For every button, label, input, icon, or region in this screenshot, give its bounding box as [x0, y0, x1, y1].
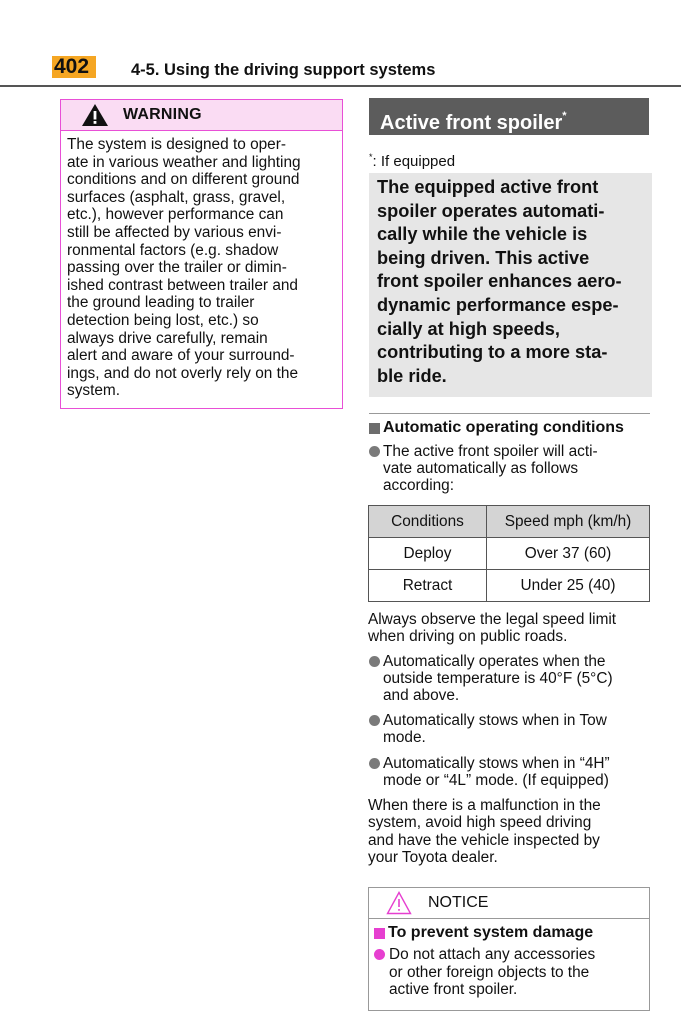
bullet-line: according: [383, 477, 455, 495]
warning-line: surfaces (asphalt, grass, gravel, [67, 188, 286, 206]
bullet-dot-icon [369, 446, 380, 457]
table-header-cell: Speed mph (km/h) [487, 506, 650, 538]
bullet-dot-icon [369, 656, 380, 667]
warning-line: alert and aware of your surround- [67, 347, 295, 365]
paragraph-line: When there is a malfunction in the [368, 797, 601, 814]
paragraph-line: and have the vehicle inspected by [368, 831, 600, 849]
bullet-line: Automatically operates when the [383, 653, 606, 670]
table-cell: Deploy [369, 538, 487, 570]
operating-conditions-heading [369, 419, 624, 437]
bullet-line: outside temperature is 40°F (5°C) [383, 670, 613, 688]
table-row [369, 538, 650, 570]
table-cell: Retract [369, 570, 487, 602]
footnote-text: : If equipped [372, 153, 456, 170]
warning-line: passing over the trailer or dimin- [67, 259, 287, 277]
table-row [369, 570, 650, 602]
notice-subheading-text: To prevent system damage [388, 924, 594, 941]
section-title: 4-5. Using the driving support systems [131, 61, 436, 79]
warning-header [61, 100, 342, 131]
bullet-line: and above. [383, 687, 460, 705]
spoiler-heading [369, 98, 649, 135]
notice-bullet [369, 943, 649, 999]
warning-line: conditions and on different ground [67, 171, 300, 189]
page-number: 402 [52, 56, 96, 78]
warning-title: WARNING [123, 106, 202, 123]
bullet-line: The active front spoiler will acti- [383, 443, 598, 460]
intro-line: spoiler operates automati- [377, 200, 605, 221]
intro-line: cally while the vehicle is [377, 224, 588, 245]
paragraph-line: system, avoid high speed driving [368, 814, 592, 832]
warning-line: detection being lost, etc.) so [67, 311, 259, 329]
speed-limit-note [368, 611, 616, 646]
intro-line: contributing to a more sta- [377, 342, 608, 363]
warning-line: ings, and do not overly rely on the [67, 364, 299, 382]
spoiler-heading-mark: * [562, 110, 567, 122]
intro-line: dynamic performance espe- [377, 294, 619, 315]
bullet-line: Automatically stows when in Tow [383, 712, 607, 729]
malfunction-note [368, 797, 601, 867]
intro-line: ble ride. [377, 365, 447, 386]
paragraph-line: your Toyota dealer. [368, 849, 498, 867]
notice-subheading [369, 919, 649, 943]
bullet-line: Automatically stows when in “4H” [383, 755, 610, 772]
warning-line: ronmental factors (e.g. shadow [67, 241, 279, 259]
warning-line: always drive carefully, remain [67, 329, 268, 347]
table-header-row [369, 506, 650, 538]
warning-line: system. [67, 382, 121, 400]
bullet-dot-icon [369, 715, 380, 726]
intro-line: The equipped active front [377, 177, 599, 197]
bullet-dot-icon [374, 949, 385, 960]
bullet-line: mode. [383, 729, 426, 747]
intro-line: being driven. This active [377, 247, 590, 268]
warning-text [61, 131, 342, 400]
bullet-line: mode or “4L” mode. (If equipped) [383, 772, 609, 790]
notice-box [368, 887, 650, 1011]
warning-line: ished contrast between trailer and [67, 276, 298, 294]
table-cell: Over 37 (60) [487, 538, 650, 570]
paragraph-line: Always observe the legal speed limit [368, 611, 617, 628]
bullet-dot-icon [369, 758, 380, 769]
paragraph-line: when driving on public roads. [368, 628, 568, 646]
speed-conditions-table [368, 505, 650, 602]
warning-line: the ground leading to trailer [67, 294, 255, 312]
section-divider [369, 413, 650, 414]
table-header-cell: Conditions [369, 506, 487, 538]
footnote-mark: * [369, 152, 373, 162]
equipped-footnote [369, 148, 455, 171]
intro-line: cially at high speeds, [377, 318, 560, 339]
intro-summary-box [369, 173, 652, 397]
bullet-activation [369, 443, 598, 495]
operating-conditions-title: Automatic operating conditions [383, 419, 624, 436]
bullet-line: vate automatically as follows [383, 460, 579, 478]
warning-line: etc.), however performance can [67, 206, 284, 224]
caution-triangle-icon [386, 891, 412, 915]
bullet-4wd-mode [369, 755, 610, 789]
notice-title: NOTICE [428, 894, 489, 911]
warning-line: The system is designed to oper- [67, 136, 286, 153]
intro-line: front spoiler enhances aero- [377, 271, 622, 292]
bullet-line: or other foreign objects to the [389, 963, 590, 981]
bullet-tow-mode [369, 712, 607, 746]
square-bullet-icon [369, 423, 380, 434]
warning-line: still be affected by various envi- [67, 223, 282, 241]
spoiler-heading-text: Active front spoiler [380, 112, 563, 134]
bullet-line: Do not attach any accessories [389, 946, 596, 963]
bullet-line: active front spoiler. [389, 981, 518, 999]
notice-header [369, 888, 649, 919]
warning-line: ate in various weather and lighting [67, 153, 301, 171]
warning-triangle-icon [81, 103, 109, 127]
bullet-temperature [369, 653, 613, 705]
warning-box [60, 99, 343, 409]
header-divider [0, 85, 681, 87]
table-cell: Under 25 (40) [487, 570, 650, 602]
square-bullet-icon [374, 928, 385, 939]
